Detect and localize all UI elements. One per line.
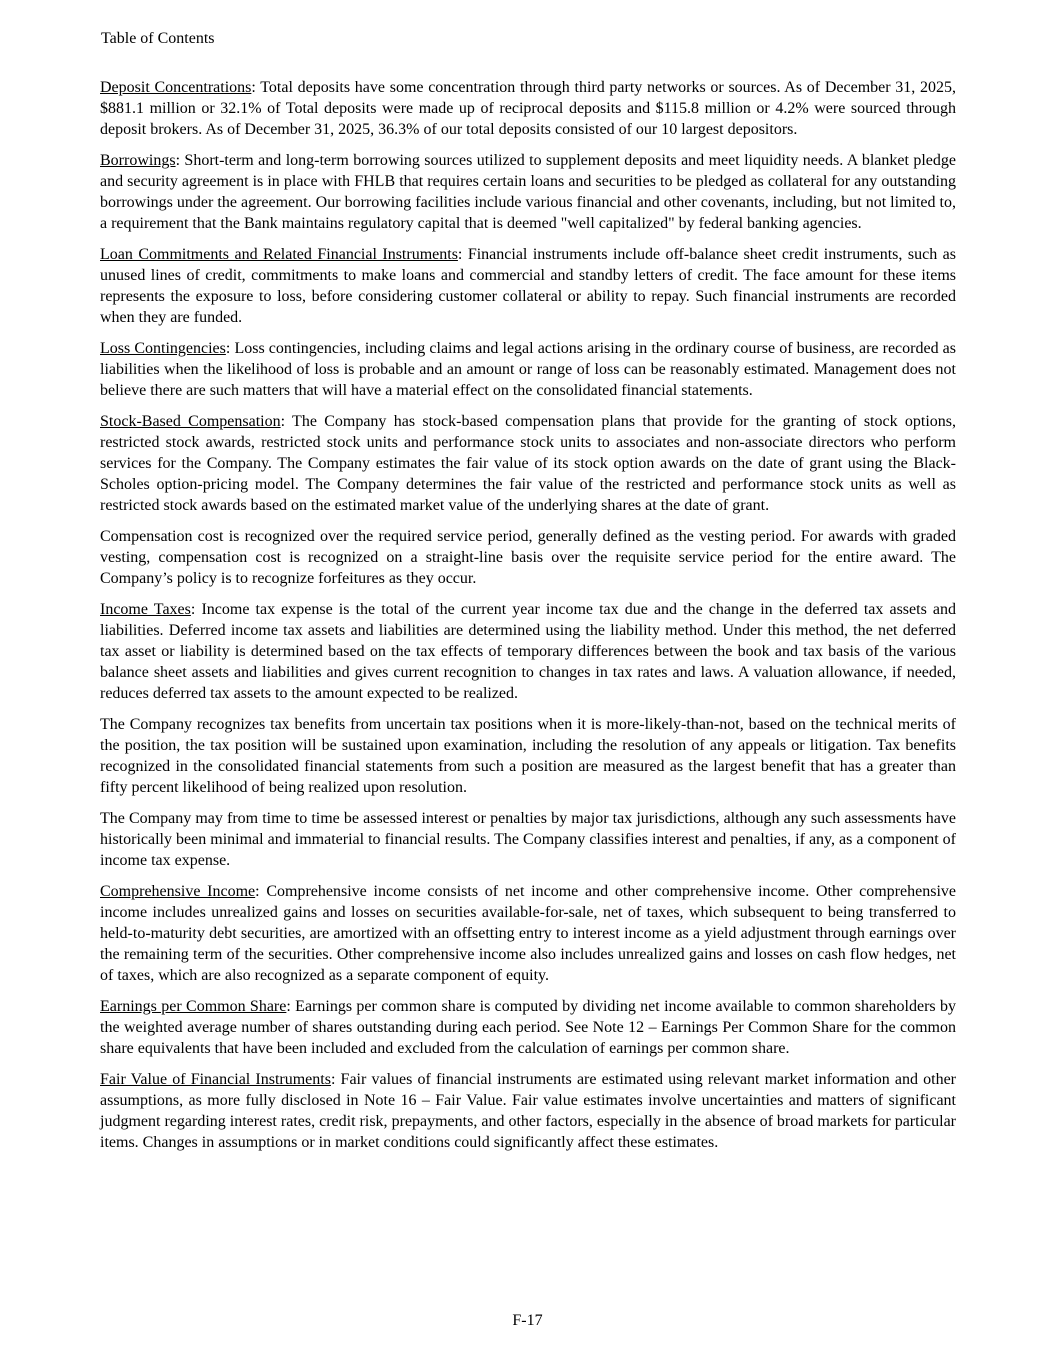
paragraph-interest-penalties [100,808,956,871]
paragraph-text: Compensation cost is recognized over the required service period, generally defined as the vesting period. For awards with graded vesting, compensation cost is recognized on a straight-line basis over the requisite service period for the entire award. The Company’s policy is to recognize forfeitures as they occur. [100,528,956,587]
paragraph-text: : Total deposits have some concentration through third party networks or sources. As of December 31, 2025, $881.1 million or 32.1% of Total deposits were made up of reciprocal deposits and $115.8 million or 4.2% were sourced through deposit brokers. As of December 31, 2025, 36.3% of our total deposits consisted of our 10 largest depositors. [100,79,957,138]
table-of-contents-label: Table of Contents [101,30,215,47]
paragraph-income-taxes [100,599,956,704]
paragraph-lead: Deposit Concentrations [100,79,252,96]
paragraph-lead: Income Taxes [100,601,191,618]
paragraph-loan-commitments [100,244,956,328]
paragraph-text: The Company may from time to time be assessed interest or penalties by major tax jurisdictions, although any such assessments have historically been minimal and immaterial to financial results. The Company classifies interest and penalties, if any, as a component of income tax expense. [100,810,956,869]
paragraph-text: : Fair values of financial instruments are estimated using relevant market information and other assumptions, as more fully disclosed in Note 16 – Fair Value. Fair value estimates involve uncertainties and matters of significant judgment regarding interest rates, credit risk, prepayments, and other factors, especially in the absence of broad markets for particular items. Changes in assumptions or in market conditions could significantly affect these estimates. [100,1071,957,1151]
paragraph-loss-contingencies [100,338,956,401]
paragraph-text: : Comprehensive income consists of net income and other comprehensive income. Other comprehensive income includes unrealized gains and losses on securities available-for-sale, net of taxes, which subsequent to being transferred to held-to-maturity debt securities, are amortized with an offsetting entry to interest income as a yield adjustment through earnings over the remaining term of the securities. Other comprehensive income also includes unrealized gains and losses on cash flow hedges, net of taxes, which are also recognized as a separate component of equity. [100,883,956,984]
paragraph-fair-value [100,1069,956,1153]
paragraph-uncertain-tax-positions [100,714,956,798]
paragraph-lead: Loan Commitments and Related Financial Instruments [100,246,458,263]
document-body [100,77,956,1163]
paragraph-text: : Short-term and long-term borrowing sources utilized to supplement deposits and meet liquidity needs. A blanket pledge and security agreement is in place with FHLB that requires certain loans and securities to be pledged as collateral for any outstanding borrowings under the agreement. Our borrowing facilities include various financial and other covenants, including, but not limited to, a requirement that the Bank maintains regulatory capital that is deemed "well capitalized" by federal banking agencies. [100,152,956,232]
paragraph-lead: Loss Contingencies [100,340,226,357]
paragraph-borrowings [100,150,956,234]
paragraph-lead: Fair Value of Financial Instruments [100,1071,331,1088]
paragraph-text: : Loss contingencies, including claims and legal actions arising in the ordinary course of business, are recorded as liabilities when the likelihood of loss is probable and an amount or range of loss can be reasonably estimated. Management does not believe there are such matters that will have a material effect on the consolidated financial statements. [100,340,957,399]
paragraph-lead: Stock-Based Compensation [100,413,281,430]
paragraph-text: : The Company has stock-based compensation plans that provide for the granting of stock options, restricted stock awards, restricted stock units and performance stock units to associates and non-associate directors who perform services for the Company. The Company estimates the fair value of its stock option awards on the date of grant using the Black-Scholes option-pricing model. The Company determines the fair value of the restricted and performance stock units as well as restricted stock awards based on the estimated market value of the underlying shares at the date of grant. [100,413,957,514]
paragraph-comprehensive-income [100,881,956,986]
paragraph-deposit-concentrations [100,77,956,140]
paragraph-lead: Borrowings [100,152,176,169]
paragraph-lead: Comprehensive Income [100,883,256,900]
paragraph-text: : Income tax expense is the total of the current year income tax due and the change in the deferred tax assets and liabilities. Deferred income tax assets and liabilities are determined using the liability method. Under this method, the net deferred tax asset or liability is determined based on the tax effects of temporary differences between the book and tax basis of the various balance sheet assets and liabilities and gives current recognition to changes in tax rates and laws. A valuation allowance, if needed, reduces deferred tax assets to the amount expected to be realized. [100,601,956,702]
paragraph-text: : Financial instruments include off-balance sheet credit instruments, such as unused lines of credit, commitments to make loans and commercial and standby letters of credit. The face amount for these items represents the exposure to loss, before considering customer collateral or ability to repay. Such financial instruments are recorded when they are funded. [100,246,956,326]
paragraph-text: The Company recognizes tax benefits from uncertain tax positions when it is more-likely-than-not, based on the technical merits of the position, the tax position will be sustained upon examination, including the resolution of any appeals or litigation. Tax benefits recognized in the consolidated financial statements from such a position are measured as the largest benefit that has a greater than fifty percent likelihood of being realized upon resolution. [100,716,956,796]
paragraph-earnings-per-common-share [100,996,956,1059]
paragraph-lead: Earnings per Common Share [100,998,287,1015]
page-number: F-17 [512,1312,543,1329]
paragraph-text: : Earnings per common share is computed by dividing net income available to common shareholders by the weighted average number of shares outstanding during each period. See Note 12 – Earnings Per Common Share for the common share equivalents that have been included and excluded from the calculation of earnings per common share. [100,998,957,1057]
paragraph-stock-based-compensation [100,411,956,516]
paragraph-compensation-cost [100,526,956,589]
